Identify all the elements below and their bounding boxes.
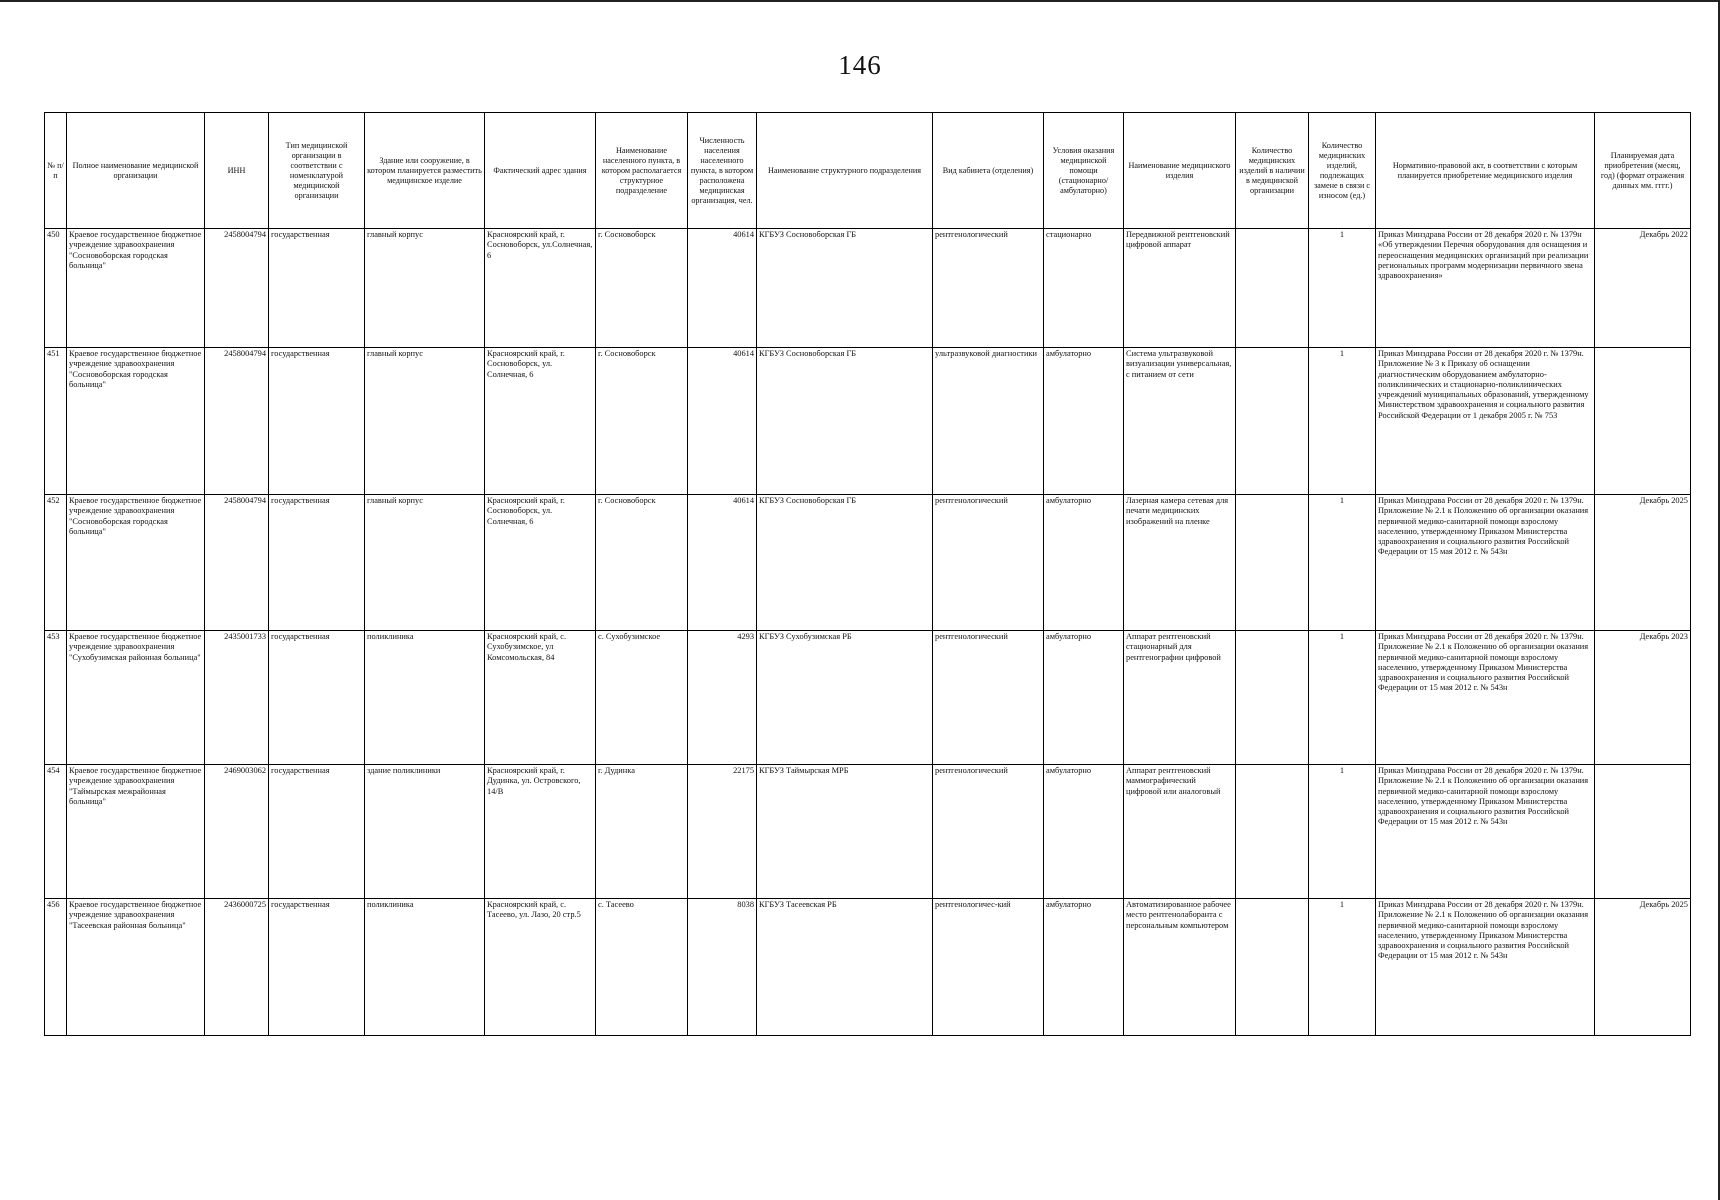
cell-inn: 2436000725 <box>205 899 269 1036</box>
cell-qty-available <box>1236 765 1309 899</box>
cell-inn: 2458004794 <box>205 348 269 495</box>
cell-org-type: государственная <box>269 495 365 631</box>
cell-qty-replace: 1 <box>1309 229 1376 348</box>
cell-qty-available <box>1236 348 1309 495</box>
cell-inn: 2458004794 <box>205 495 269 631</box>
cell-qty-replace: 1 <box>1309 495 1376 631</box>
cell-org-type: государственная <box>269 631 365 765</box>
cell-building: здание поликлиники <box>365 765 485 899</box>
cell-conditions: амбулаторно <box>1044 765 1124 899</box>
cell-address: Красноярский край, г. Дудинка, ул. Островского, 14/В <box>485 765 596 899</box>
header-org-name: Полное наименование медицинской организации <box>67 113 205 229</box>
header-planned-date: Планируемая дата приобретения (месяц, год) (формат отражения данных мм. гггг.) <box>1595 113 1691 229</box>
cell-qty-available <box>1236 899 1309 1036</box>
cell-num: 452 <box>45 495 67 631</box>
header-legal-act: Нормативно-правовой акт, в соответствии с которым планируется приобретение медицинского изделия <box>1376 113 1595 229</box>
cell-num: 451 <box>45 348 67 495</box>
cell-unit: КГБУЗ Сухобузимская РБ <box>757 631 933 765</box>
cell-legal-act: Приказ Минздрава России от 28 декабря 2020 г. № 1379н. Приложение № 2.1 к Положению об организации оказания первичной медико-санитарной помощи взрослому населению, утвержденному Приказом Министерства здравоохранения и социального развития Российской Федерации от 15 мая 2012 г. № 543н <box>1376 495 1595 631</box>
cell-org-name: Краевое государственное бюджетное учреждение здравоохранения "Сухобузимская районная больница" <box>67 631 205 765</box>
cell-device: Лазерная камера сетевая для печати медицинских изображений на пленке <box>1124 495 1236 631</box>
cell-cabinet: рентгенологический <box>933 631 1044 765</box>
cell-building: поликлиника <box>365 631 485 765</box>
cell-locality: г. Сосновоборск <box>596 495 688 631</box>
cell-locality: г. Сосновоборск <box>596 348 688 495</box>
cell-device: Передвижной рентгеновский цифровой аппарат <box>1124 229 1236 348</box>
cell-org-type: государственная <box>269 229 365 348</box>
cell-planned-date: Декабрь 2025 <box>1595 495 1691 631</box>
table-row <box>45 899 1691 1036</box>
cell-qty-available <box>1236 495 1309 631</box>
table-row <box>45 495 1691 631</box>
cell-population: 8038 <box>688 899 757 1036</box>
cell-legal-act: Приказ Минздрава России от 28 декабря 2020 г. № 1379н. Приложение № 3 к Приказу об оснащении диагностическим оборудованием амбулаторно-поликлинических и стационарно-поликлинических учреждений муниципальных образований, утвержденному Министерством здравоохранения и социального развития Российской Федерации от 1 декабря 2005 г. № 753 <box>1376 348 1595 495</box>
header-locality: Наименование населенного пункта, в котором располагается структурное подразделение <box>596 113 688 229</box>
cell-org-name: Краевое государственное бюджетное учреждение здравоохранения "Сосновоборская городская больница" <box>67 495 205 631</box>
header-device: Наименование медицинского изделия <box>1124 113 1236 229</box>
cell-building: главный корпус <box>365 495 485 631</box>
cell-planned-date: Декабрь 2023 <box>1595 631 1691 765</box>
cell-planned-date <box>1595 348 1691 495</box>
cell-org-name: Краевое государственное бюджетное учреждение здравоохранения "Таймырская межрайонная больница" <box>67 765 205 899</box>
cell-building: поликлиника <box>365 899 485 1036</box>
cell-population: 40614 <box>688 495 757 631</box>
cell-legal-act: Приказ Минздрава России от 28 декабря 2020 г. № 1379н. Приложение № 2.1 к Положению об организации оказания первичной медико-санитарной помощи взрослому населению, утвержденному Приказом Министерства здравоохранения и социального развития Российской Федерации от 15 мая 2012 г. № 543н <box>1376 631 1595 765</box>
cell-legal-act: Приказ Минздрава России от 28 декабря 2020 г. № 1379н. Приложение № 2.1 к Положению об организации оказания первичной медико-санитарной помощи взрослому населению, утвержденному Приказом Министерства здравоохранения и социального развития Российской Федерации от 15 мая 2012 г. № 543н <box>1376 899 1595 1036</box>
cell-planned-date: Декабрь 2022 <box>1595 229 1691 348</box>
table-row <box>45 765 1691 899</box>
header-address: Фактический адрес здания <box>485 113 596 229</box>
cell-org-name: Краевое государственное бюджетное учреждение здравоохранения "Сосновоборская городская больница" <box>67 229 205 348</box>
cell-org-name: Краевое государственное бюджетное учреждение здравоохранения "Тасеевская районная больница" <box>67 899 205 1036</box>
cell-planned-date <box>1595 765 1691 899</box>
cell-conditions: амбулаторно <box>1044 348 1124 495</box>
cell-cabinet: рентгенологичес-кий <box>933 899 1044 1036</box>
cell-unit: КГБУЗ Тасеевская РБ <box>757 899 933 1036</box>
cell-conditions: амбулаторно <box>1044 899 1124 1036</box>
cell-legal-act: Приказ Минздрава России от 28 декабря 2020 г. № 1379н «Об утверждении Перечня оборудования для оснащения и переоснащения медицинских организаций при реализации региональных программ модернизации первичного звена здравоохранения» <box>1376 229 1595 348</box>
header-conditions: Условия оказания медицинской помощи (стационарно/ амбулаторно) <box>1044 113 1124 229</box>
cell-population: 40614 <box>688 348 757 495</box>
cell-address: Красноярский край, г. Сосновоборск, ул.Солнечная, 6 <box>485 229 596 348</box>
table-row <box>45 348 1691 495</box>
cell-locality: г. Сосновоборск <box>596 229 688 348</box>
cell-conditions: амбулаторно <box>1044 495 1124 631</box>
cell-planned-date: Декабрь 2025 <box>1595 899 1691 1036</box>
header-unit: Наименование структурного подразделения <box>757 113 933 229</box>
cell-inn: 2435001733 <box>205 631 269 765</box>
cell-qty-replace: 1 <box>1309 348 1376 495</box>
cell-address: Красноярский край, г. Сосновоборск, ул. Солнечная, 6 <box>485 495 596 631</box>
cell-unit: КГБУЗ Сосновоборская ГБ <box>757 229 933 348</box>
cell-qty-replace: 1 <box>1309 631 1376 765</box>
cell-cabinet: ультразвуковой диагностики <box>933 348 1044 495</box>
cell-building: главный корпус <box>365 229 485 348</box>
cell-inn: 2458004794 <box>205 229 269 348</box>
table-row <box>45 229 1691 348</box>
cell-conditions: амбулаторно <box>1044 631 1124 765</box>
cell-locality: с. Тасеево <box>596 899 688 1036</box>
cell-qty-replace: 1 <box>1309 765 1376 899</box>
header-org-type: Тип медицинской организации в соответствии с номенклатурой медицинской организации <box>269 113 365 229</box>
equipment-register-table <box>44 112 1691 1036</box>
cell-cabinet: рентгенологический <box>933 229 1044 348</box>
table-header-row <box>45 113 1691 229</box>
header-num: № п/п <box>45 113 67 229</box>
cell-device: Автоматизированное рабочее место рентгенолаборанта с персональным компьютером <box>1124 899 1236 1036</box>
cell-conditions: стационарно <box>1044 229 1124 348</box>
cell-unit: КГБУЗ Сосновоборская ГБ <box>757 495 933 631</box>
cell-num: 450 <box>45 229 67 348</box>
cell-building: главный корпус <box>365 348 485 495</box>
cell-legal-act: Приказ Минздрава России от 28 декабря 2020 г. № 1379н. Приложение № 2.1 к Положению об организации оказания первичной медико-санитарной помощи взрослому населению, утвержденному Приказом Министерства здравоохранения и социального развития Российской Федерации от 15 мая 2012 г. № 543н <box>1376 765 1595 899</box>
cell-population: 22175 <box>688 765 757 899</box>
cell-qty-available <box>1236 631 1309 765</box>
table-row <box>45 631 1691 765</box>
header-inn: ИНН <box>205 113 269 229</box>
cell-unit: КГБУЗ Сосновоборская ГБ <box>757 348 933 495</box>
cell-address: Красноярский край, г. Сосновоборск, ул. Солнечная, 6 <box>485 348 596 495</box>
cell-org-type: государственная <box>269 348 365 495</box>
cell-cabinet: рентгенологический <box>933 495 1044 631</box>
header-cabinet: Вид кабинета (отделения) <box>933 113 1044 229</box>
cell-population: 4293 <box>688 631 757 765</box>
page-border-top <box>0 0 1720 2</box>
cell-qty-available <box>1236 229 1309 348</box>
cell-device: Аппарат рентгеновский маммографический цифровой или аналоговый <box>1124 765 1236 899</box>
cell-unit: КГБУЗ Таймырская МРБ <box>757 765 933 899</box>
cell-num: 456 <box>45 899 67 1036</box>
cell-org-name: Краевое государственное бюджетное учреждение здравоохранения "Сосновоборская городская больница" <box>67 348 205 495</box>
cell-qty-replace: 1 <box>1309 899 1376 1036</box>
cell-org-type: государственная <box>269 899 365 1036</box>
header-population: Численность населения населенного пункта, в котором расположена медицинская организация, чел. <box>688 113 757 229</box>
cell-population: 40614 <box>688 229 757 348</box>
cell-org-type: государственная <box>269 765 365 899</box>
header-qty-replace: Количество медицинских изделий, подлежащих замене в связи с износом (ед.) <box>1309 113 1376 229</box>
page-number: 146 <box>838 50 882 80</box>
cell-num: 454 <box>45 765 67 899</box>
cell-cabinet: рентгенологический <box>933 765 1044 899</box>
cell-address: Красноярский край, с. Сухобузимское, ул Комсомольская, 84 <box>485 631 596 765</box>
cell-address: Красноярский край, с. Тасеево, ул. Лазо, 20 стр.5 <box>485 899 596 1036</box>
cell-locality: г. Дудинка <box>596 765 688 899</box>
cell-device: Аппарат рентгеновский стационарный для рентгенографии цифровой <box>1124 631 1236 765</box>
cell-num: 453 <box>45 631 67 765</box>
cell-device: Система ультразвуковой визуализации универсальная, с питанием от сети <box>1124 348 1236 495</box>
header-building: Здание или сооружение, в котором планируется разместить медицинское изделие <box>365 113 485 229</box>
cell-locality: с. Сухобузимское <box>596 631 688 765</box>
cell-inn: 2469003062 <box>205 765 269 899</box>
header-qty-available: Количество медицинских изделий в наличии в медицинской организации <box>1236 113 1309 229</box>
